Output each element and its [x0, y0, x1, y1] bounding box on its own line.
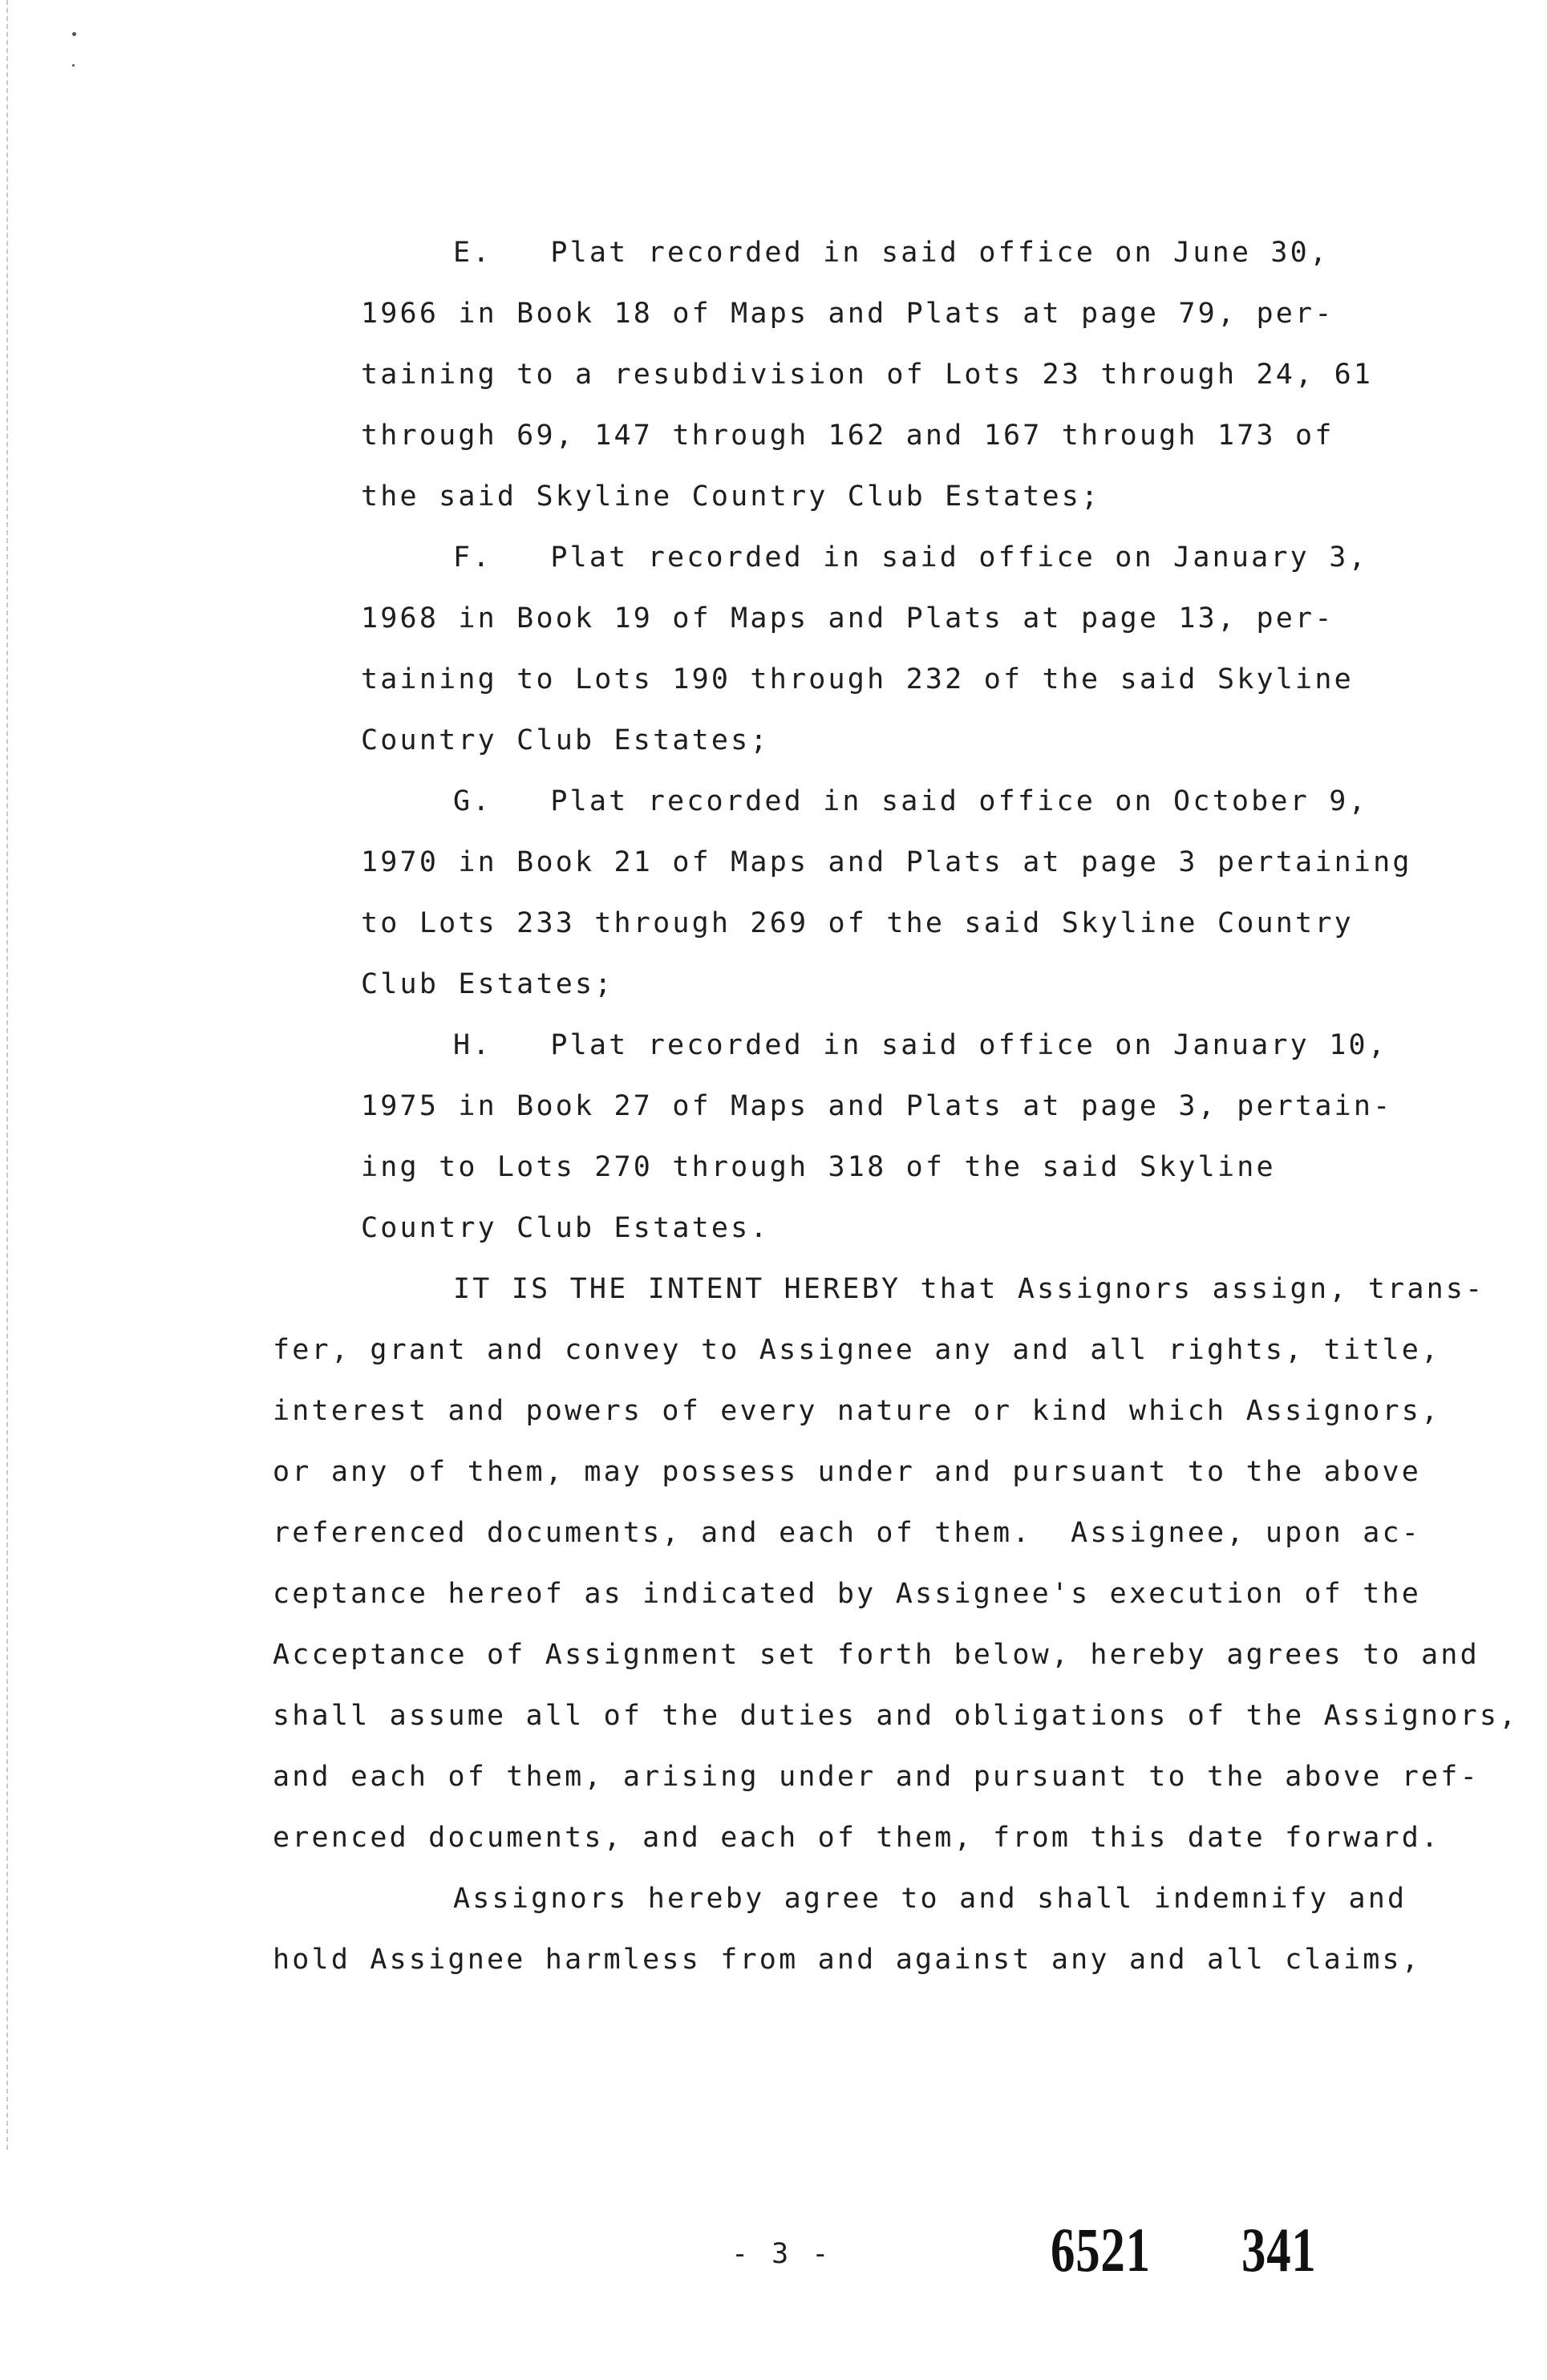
text-line: taining to Lots 190 through 232 of the said Skyline — [361, 663, 1354, 695]
text-line: erenced documents, and each of them, from this date forward. — [273, 1822, 1441, 1854]
text-line: ing to Lots 270 through 318 of the said Skyline — [361, 1151, 1276, 1183]
text-line: F. Plat recorded in said office on January 3, — [453, 541, 1368, 574]
text-line: Country Club Estates; — [361, 724, 770, 756]
scan-edge-line — [6, 0, 8, 2150]
scan-speck — [72, 64, 75, 67]
text-line: Assignors hereby agree to and shall indemnify and — [453, 1883, 1407, 1915]
text-line: 1970 in Book 21 of Maps and Plats at page 3 pertaining — [361, 846, 1412, 878]
text-line: taining to a resubdivision of Lots 23 through 24, 61 — [361, 359, 1374, 391]
text-line: to Lots 233 through 269 of the said Skyline Country — [361, 907, 1354, 939]
text-line: through 69, 147 through 162 and 167 through 173 of — [361, 420, 1334, 452]
text-line: IT IS THE INTENT HEREBY that Assignors assign, trans- — [453, 1273, 1485, 1305]
text-line: 1975 in Book 27 of Maps and Plats at page 3, pertain- — [361, 1090, 1393, 1122]
text-line: the said Skyline Country Club Estates; — [361, 480, 1101, 513]
page-number: - 3 - — [731, 2238, 832, 2270]
text-line: Club Estates; — [361, 968, 614, 1000]
text-line: interest and powers of every nature or kind which Assignors, — [273, 1395, 1441, 1427]
text-line: 1968 in Book 19 of Maps and Plats at page 13, per- — [361, 602, 1334, 635]
text-line: and each of them, arising under and pursuant to the above ref- — [273, 1761, 1480, 1793]
text-line: Acceptance of Assignment set forth below, hereby agrees to and — [273, 1639, 1480, 1671]
text-line: shall assume all of the duties and obligations of the Assignors, — [273, 1700, 1519, 1732]
recording-book-stamp: 6521 — [1051, 2215, 1151, 2285]
scan-speck — [72, 32, 76, 36]
text-line: referenced documents, and each of them. Assignee, upon ac- — [273, 1517, 1422, 1549]
text-line: ceptance hereof as indicated by Assignee's execution of the — [273, 1578, 1422, 1610]
text-line: H. Plat recorded in said office on January 10, — [453, 1029, 1388, 1061]
text-line: 1966 in Book 18 of Maps and Plats at page 79, per- — [361, 298, 1334, 330]
recording-page-stamp: 341 — [1241, 2215, 1317, 2285]
text-line: G. Plat recorded in said office on October 9, — [453, 785, 1368, 817]
text-line: Country Club Estates. — [361, 1212, 770, 1244]
text-line: fer, grant and convey to Assignee any and all rights, title, — [273, 1334, 1441, 1366]
text-line: E. Plat recorded in said office on June 30, — [453, 237, 1330, 269]
text-line: hold Assignee harmless from and against any and all claims, — [273, 1944, 1422, 1976]
text-line: or any of them, may possess under and pursuant to the above — [273, 1456, 1422, 1488]
